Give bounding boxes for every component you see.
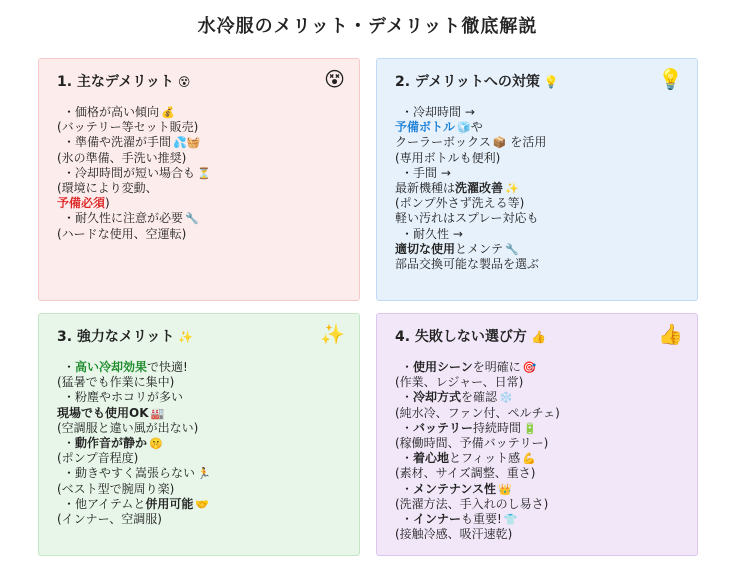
- list-item-note: (稼働時間、予備バッテリー): [395, 436, 549, 451]
- text-fragment: や: [470, 120, 483, 135]
- text-fragment: クーラーボックス: [395, 135, 491, 150]
- text-fragment: ・: [63, 360, 76, 374]
- text-fragment: 使用シーン: [413, 360, 473, 374]
- text-fragment: ・: [401, 451, 414, 466]
- text-fragment: 適切な使用: [395, 241, 456, 256]
- text-fragment: 着心地: [413, 451, 450, 466]
- text-fragment: インナー: [413, 512, 462, 527]
- text-fragment: を確認: [461, 390, 498, 405]
- ice-cube-icon: 🧊: [457, 121, 471, 135]
- box-icon: 📦: [492, 136, 507, 150]
- lightbulb-icon: 💡: [543, 75, 559, 89]
- list-item: [395, 242, 683, 257]
- text-fragment: ・: [63, 436, 76, 451]
- thumbs-up-icon: 👍: [530, 330, 546, 344]
- merits-heading: [57, 326, 345, 346]
- selection-guide-card: [376, 313, 698, 556]
- text-fragment: とフィット感: [449, 451, 521, 466]
- text-fragment: 予備ボトル: [395, 120, 456, 135]
- merits-heading-text: 3. 強力なメリット: [57, 329, 175, 345]
- list-item: [395, 512, 683, 527]
- text-fragment: ・準備や洗濯が手間: [63, 135, 172, 150]
- hourglass-icon: ⏳: [197, 166, 211, 180]
- list-item-note: (ハードな使用、空運転): [57, 226, 187, 241]
- list-item: [57, 466, 345, 481]
- list-item: [57, 135, 345, 150]
- sparkles-icon: ✨: [178, 330, 194, 344]
- text-fragment: 高い冷却効果: [75, 360, 148, 374]
- text-fragment: ・動きやすく嵩張らない: [63, 466, 196, 481]
- countermeasures-card: [376, 58, 698, 301]
- list-item: [57, 166, 345, 181]
- text-fragment: バッテリー: [413, 420, 474, 435]
- list-item-note: [57, 196, 345, 211]
- demerits-heading: [57, 71, 345, 91]
- text-fragment: を明確に: [472, 360, 521, 374]
- snowflake-icon: ❄️: [499, 391, 513, 405]
- text-fragment: 洗濯改善: [455, 181, 504, 196]
- list-item: [57, 211, 345, 226]
- demerits-card: [38, 58, 360, 301]
- selection-guide-heading: [395, 326, 683, 346]
- dizzy-face-corner-icon: 😵: [324, 67, 345, 91]
- list-item: 部品交換可能な製品を選ぶ: [395, 257, 540, 272]
- text-fragment: ): [105, 196, 110, 211]
- list-item: ・手間 →: [401, 165, 451, 180]
- list-item: ・耐久性 →: [401, 226, 463, 241]
- target-icon: 🎯: [522, 361, 537, 374]
- list-item: [395, 482, 683, 497]
- text-fragment: で快適!: [147, 360, 188, 374]
- text-fragment: 冷却方式: [413, 390, 462, 405]
- list-item: [57, 360, 345, 375]
- money-bag-icon: 💰: [161, 106, 175, 119]
- countermeasures-heading: [395, 71, 683, 91]
- thumbs-up-corner-icon: 👍: [658, 322, 683, 346]
- list-item-note: (ベスト型で腕周り楽): [57, 481, 175, 496]
- countermeasures-heading-text: 2. デメリットへの対策: [395, 74, 540, 90]
- factory-icon: 🏭: [150, 406, 165, 420]
- list-item-note: (ポンプ外さず洗える等): [395, 196, 525, 211]
- list-item: ・冷却時間 →: [401, 105, 475, 119]
- wrench-icon: 🔧: [505, 242, 519, 256]
- list-item: [395, 120, 683, 135]
- shush-face-icon: 🤫: [149, 437, 163, 451]
- text-fragment: 現場でも使用OK: [57, 405, 149, 420]
- list-item: [395, 390, 683, 405]
- text-fragment: ・価格が高い傾向: [63, 105, 160, 119]
- text-fragment: ・: [401, 481, 414, 496]
- list-item-note: (猛暑でも作業に集中): [57, 375, 175, 390]
- list-item-note: (ポンプ音程度): [57, 451, 139, 466]
- muscle-icon: 💪: [522, 452, 536, 466]
- text-fragment: 動作音が静か: [75, 436, 148, 451]
- list-item: [395, 360, 683, 375]
- text-fragment: 予備必須: [57, 196, 106, 211]
- text-fragment: を活用: [510, 135, 547, 150]
- demerits-heading-text: 1. 主なデメリット: [57, 74, 174, 90]
- text-fragment: ・: [401, 512, 414, 527]
- text-fragment: ・: [401, 360, 414, 374]
- list-item: [395, 421, 683, 436]
- merits-card: [38, 313, 360, 556]
- list-item: ・粉塵やホコリが多い: [63, 390, 184, 405]
- wrench-icon: 🔧: [185, 212, 199, 226]
- list-item-note: (氷の準備、手洗い推奨): [57, 150, 187, 165]
- list-item: [57, 497, 345, 512]
- selection-guide-heading-text: 4. 失敗しない選び方: [395, 329, 527, 345]
- list-item-note: (環境により変動、: [57, 181, 158, 196]
- list-item: [395, 135, 683, 150]
- water-basket-icon: 💦🧺: [173, 136, 201, 150]
- text-fragment: 持続時間: [473, 420, 522, 435]
- shirt-icon: 👕: [503, 513, 518, 527]
- list-item-note: (素材、サイズ調整、重さ): [395, 466, 536, 481]
- list-item-note: (専用ボトルも便利): [395, 150, 501, 165]
- text-fragment: も重要!: [461, 512, 502, 527]
- list-item-note: (インナー、空調服): [57, 512, 162, 527]
- list-item: [395, 451, 683, 466]
- list-item: [57, 406, 345, 421]
- text-fragment: とメンテ: [455, 241, 504, 256]
- text-fragment: ・耐久性に注意が必要: [63, 211, 184, 226]
- list-item-note: (作業、レジャー、日常): [395, 375, 524, 390]
- lightbulb-corner-icon: 💡: [658, 67, 683, 91]
- list-item: [57, 105, 345, 120]
- text-fragment: メンテナンス性: [413, 481, 497, 496]
- list-item-note: (接触冷感、吸汗速乾): [395, 527, 513, 542]
- dizzy-face-icon: 😵: [177, 75, 191, 89]
- text-fragment: ・冷却時間が短い場合も: [63, 165, 196, 180]
- handshake-icon: 🤝: [195, 497, 210, 511]
- list-item-note: (バッテリー等セット販売): [57, 120, 199, 135]
- text-fragment: ・: [401, 390, 414, 405]
- crown-icon: 👑: [498, 482, 512, 496]
- text-fragment: ・他アイテムと: [63, 496, 146, 511]
- list-item-note: (純水冷、ファン付、ペルチェ): [395, 405, 560, 420]
- sparkles-icon: ✨: [505, 182, 519, 196]
- list-item: 軽い汚れはスプレー対応も: [395, 211, 539, 226]
- list-item-note: (空調服と違い風が出ない): [57, 420, 199, 435]
- sparkles-corner-icon: ✨: [320, 322, 345, 346]
- runner-icon: 🏃: [197, 467, 211, 481]
- list-item: [395, 181, 683, 196]
- page-title: 水冷服のメリット・デメリット徹底解説: [197, 16, 538, 37]
- list-item: [57, 436, 345, 451]
- text-fragment: ・: [401, 420, 414, 435]
- text-fragment: 最新機種は: [395, 181, 456, 196]
- text-fragment: 併用可能: [145, 496, 194, 511]
- battery-icon: 🔋: [523, 421, 537, 435]
- list-item-note: (洗濯方法、手入れのし易さ): [395, 496, 549, 511]
